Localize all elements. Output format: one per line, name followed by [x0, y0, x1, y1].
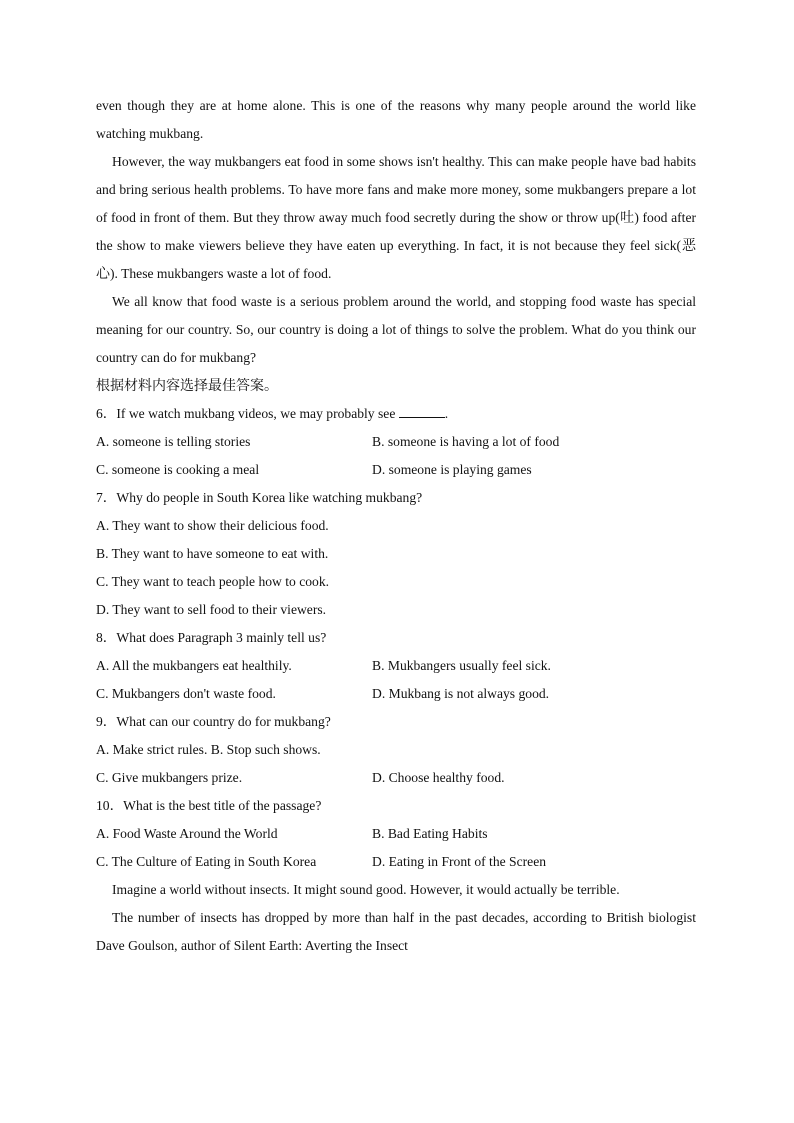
passage2-paragraph1: Imagine a world without insects. It might sound good. However, it would actually be terrible. [112, 882, 620, 897]
q6-stem-text: 6．If we watch mukbang videos, we may probably see [96, 406, 396, 421]
q9-option-d[interactable]: D. Choose healthy food. [372, 770, 505, 785]
q7-option-a[interactable]: A. They want to show their delicious food. [96, 518, 329, 533]
q9-options-ab[interactable]: A. Make strict rules. B. Stop such shows. [96, 742, 321, 757]
p2-text-b: ) food after the show to make viewers believe they have eaten up everything. In fact, it is not because they feel sick( [96, 210, 697, 253]
question-10-stem: 10．What is the best title of the passage? [96, 798, 322, 813]
question-8-options-row2 [96, 680, 696, 708]
q10-option-c[interactable]: C. The Culture of Eating in South Korea [96, 854, 317, 869]
question-9-options-row2 [96, 764, 696, 792]
q8-option-c[interactable]: C. Mukbangers don't waste food. [96, 686, 276, 701]
question-10-options-row1 [96, 820, 696, 848]
q7-option-d[interactable]: D. They want to sell food to their viewers. [96, 602, 327, 617]
q9-option-c[interactable]: C. Give mukbangers prize. [96, 770, 243, 785]
q6-option-b[interactable]: B. someone is having a lot of food [372, 434, 560, 449]
instruction: 根据材料内容选择最佳答案。 [96, 378, 278, 394]
q8-option-d[interactable]: D. Mukbang is not always good. [372, 686, 550, 701]
q8-option-a[interactable]: A. All the mukbangers eat healthily. [96, 658, 292, 673]
q6-stem-end: . [444, 406, 449, 421]
question-8-options-row1 [96, 652, 696, 680]
question-7-stem: 7．Why do people in South Korea like watching mukbang? [96, 490, 423, 505]
q6-option-a[interactable]: A. someone is telling stories [96, 434, 251, 449]
p2-chinese-gloss-1: 吐 [619, 210, 635, 226]
question-9-stem: 9．What can our country do for mukbang? [96, 714, 331, 729]
passage2-paragraph2: The number of insects has dropped by more than half in the past decades, according to British biologist Dave Goulson, author of Silent Earth: Averting the Insect [96, 910, 696, 953]
question-10-options-row2 [96, 848, 696, 876]
passage1-paragraph3: We all know that food waste is a serious problem around the world, and stopping food waste has special meaning for our country. So, our country is doing a lot of things to solve the problem. What do you think our country can do for mukbang? [96, 294, 696, 365]
question-6-options-row1 [96, 428, 696, 456]
passage1-paragraph1-continued: even though they are at home alone. This is one of the reasons why many people around the world like watching mukbang. [96, 98, 696, 141]
q8-option-b[interactable]: B. Mukbangers usually feel sick. [372, 658, 551, 673]
question-8-stem: 8．What does Paragraph 3 mainly tell us? [96, 630, 327, 645]
passage1-paragraph2 [96, 148, 696, 288]
q10-option-d[interactable]: D. Eating in Front of the Screen [372, 854, 547, 869]
q10-option-a[interactable]: A. Food Waste Around the World [96, 826, 278, 841]
p2-text-a: However, the way mukbangers eat food in some shows isn't healthy. This can make people have bad habits and bring serious health problems. To have more fans and make more money, some mukbangers prepare a lot of food in front of them. But they throw away much food secretly during the show or throw up( [96, 154, 696, 225]
question-6-stem [96, 400, 696, 428]
q6-option-d[interactable]: D. someone is playing games [372, 462, 532, 477]
p2-chinese-gloss-2: 恶心 [96, 238, 697, 282]
p2-text-c: ). These mukbangers waste a lot of food. [110, 266, 332, 281]
q6-option-c[interactable]: C. someone is cooking a meal [96, 462, 260, 477]
q7-option-c[interactable]: C. They want to teach people how to cook. [96, 574, 330, 589]
answer-blank [399, 405, 445, 418]
question-6-options-row2 [96, 456, 696, 484]
document-page [96, 92, 696, 960]
q7-option-b[interactable]: B. They want to have someone to eat with. [96, 546, 329, 561]
q10-option-b[interactable]: B. Bad Eating Habits [372, 826, 488, 841]
